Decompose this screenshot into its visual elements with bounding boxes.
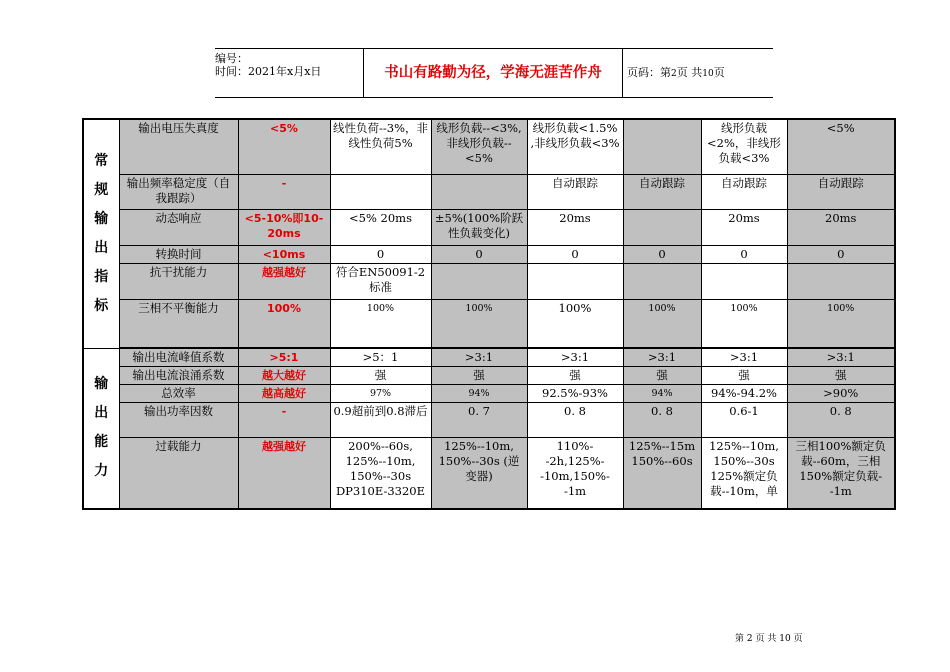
spec-table	[82, 118, 896, 510]
cell: >3:1	[431, 348, 527, 367]
row-label: 输出电流浪涌系数	[119, 367, 238, 385]
cell: 100%	[787, 299, 895, 348]
cell: 94%-94.2%	[701, 385, 787, 403]
cell: 100%	[623, 299, 701, 348]
cell: 0. 8	[623, 403, 701, 438]
row-label: 动态响应	[119, 209, 238, 245]
section-output-capacity: 输 出 能 力	[83, 348, 119, 509]
cell: 20ms	[701, 209, 787, 245]
cell	[701, 263, 787, 299]
cell: 强	[330, 367, 431, 385]
table-row	[83, 385, 895, 403]
row-label: 输出功率因数	[119, 403, 238, 438]
cell: 0. 8	[787, 403, 895, 438]
cell: >3:1	[623, 348, 701, 367]
cell	[431, 263, 527, 299]
cell	[431, 174, 527, 209]
cell: >3:1	[701, 348, 787, 367]
cell: 0	[787, 245, 895, 263]
cell: 强	[787, 367, 895, 385]
cell: 100%	[330, 299, 431, 348]
cell: 0	[701, 245, 787, 263]
header-page-info: 页码：第2页 共10页	[627, 66, 725, 79]
row-label: 输出频率稳定度（自我跟踪）	[119, 174, 238, 209]
page-footer: 第 2 页 共 10 页	[735, 634, 803, 644]
cell	[623, 119, 701, 174]
cell: 110%--2h,125%--10m,150%--1m	[527, 438, 623, 509]
cell: 100%	[527, 299, 623, 348]
cell: 强	[527, 367, 623, 385]
cell: 自动跟踪	[623, 174, 701, 209]
row-label: 输出电压失真度	[119, 119, 238, 174]
cell: >3:1	[787, 348, 895, 367]
cell: 0.6-1	[701, 403, 787, 438]
cell: ±5%(100%阶跃性负载变化)	[431, 209, 527, 245]
cell: 20ms	[787, 209, 895, 245]
row-label: 总效率	[119, 385, 238, 403]
table-row	[83, 263, 895, 299]
reference-value: 100%	[238, 299, 330, 348]
header-info	[215, 49, 362, 97]
table-row	[83, 174, 895, 209]
cell: 自动跟踪	[701, 174, 787, 209]
cell: 强	[623, 367, 701, 385]
reference-value: -	[238, 403, 330, 438]
row-label: 输出电流峰值系数	[119, 348, 238, 367]
cell: 0. 7	[431, 403, 527, 438]
cell: 0.9超前到0.8滞后	[330, 403, 431, 438]
cell: <5%	[787, 119, 895, 174]
reference-value: 越强越好	[238, 263, 330, 299]
cell: >90%	[787, 385, 895, 403]
cell: 线形负载--<3%,非线形负载--<5%	[431, 119, 527, 174]
cell	[330, 174, 431, 209]
document-number-label: 编号：	[215, 52, 248, 65]
cell	[623, 209, 701, 245]
cell: 线形负载<1.5% ,非线形负载<3%	[527, 119, 623, 174]
table-row	[83, 299, 895, 348]
cell: 92.5%-93%	[527, 385, 623, 403]
reference-value: 越强越好	[238, 438, 330, 509]
cell: >3:1	[527, 348, 623, 367]
cell: >5：1	[330, 348, 431, 367]
table-row	[83, 245, 895, 263]
row-label: 过载能力	[119, 438, 238, 509]
reference-value: <5%	[238, 119, 330, 174]
cell: <5% 20ms	[330, 209, 431, 245]
table-row	[83, 119, 895, 174]
cell: 强	[701, 367, 787, 385]
table-row	[83, 367, 895, 385]
page-header	[215, 48, 773, 98]
table-row	[83, 209, 895, 245]
cell: 自动跟踪	[787, 174, 895, 209]
row-label: 转换时间	[119, 245, 238, 263]
cell: 自动跟踪	[527, 174, 623, 209]
section-regular-output: 常 规 输 出 指 标	[83, 119, 119, 348]
table-row	[83, 403, 895, 438]
header-motto: 书山有路勤为径，学海无涯苦作舟	[363, 49, 623, 97]
cell: 符合EN50091-2标准	[330, 263, 431, 299]
cell	[787, 263, 895, 299]
cell: 20ms	[527, 209, 623, 245]
row-label: 三相不平衡能力	[119, 299, 238, 348]
table-row	[83, 348, 895, 367]
cell: 0	[527, 245, 623, 263]
cell: 97%	[330, 385, 431, 403]
reference-value: <5-10%即10-20ms	[238, 209, 330, 245]
document-time: 时间：2021年x月x日	[215, 65, 322, 78]
reference-value: >5:1	[238, 348, 330, 367]
cell: 100%	[431, 299, 527, 348]
row-label: 抗干扰能力	[119, 263, 238, 299]
cell: 0. 8	[527, 403, 623, 438]
table-row	[83, 438, 895, 509]
cell: 0	[330, 245, 431, 263]
cell: 125%--10m, 150%--30s 125%额定负载--10m，单	[701, 438, 787, 509]
cell: 200%--60s, 125%--10m, 150%--30s DP310E-3320E	[330, 438, 431, 509]
cell: 强	[431, 367, 527, 385]
cell: 125%--15m 150%--60s	[623, 438, 701, 509]
cell: 94%	[431, 385, 527, 403]
cell: 线性负荷--3%，非线性负荷5%	[330, 119, 431, 174]
reference-value: <10ms	[238, 245, 330, 263]
reference-value: -	[238, 174, 330, 209]
reference-value: 越大越好	[238, 367, 330, 385]
cell: 线形负载<2%，非线形负载<3%	[701, 119, 787, 174]
cell	[527, 263, 623, 299]
cell: 三相100%额定负载--60m，三相150%额定负载--1m	[787, 438, 895, 509]
cell: 125%--10m, 150%--30s (逆变器)	[431, 438, 527, 509]
cell: 100%	[701, 299, 787, 348]
cell	[623, 263, 701, 299]
cell: 94%	[623, 385, 701, 403]
cell: 0	[431, 245, 527, 263]
reference-value: 越高越好	[238, 385, 330, 403]
cell: 0	[623, 245, 701, 263]
